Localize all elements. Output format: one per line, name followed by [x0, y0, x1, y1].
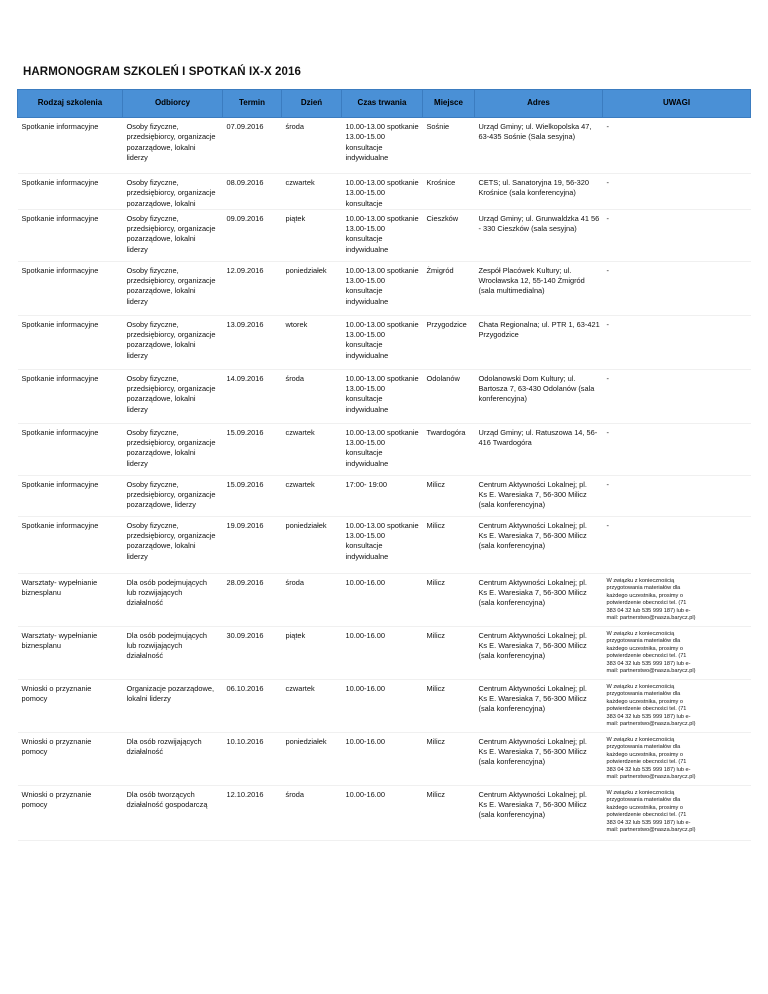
- table-row: [18, 679, 751, 732]
- cell-miejsce: Milicz: [423, 785, 475, 840]
- cell-rodzaj: Spotkanie informacyjne: [18, 209, 123, 261]
- column-header-uwagi: UWAGI: [603, 90, 751, 118]
- cell-miejsce: Twardogóra: [423, 423, 475, 475]
- cell-odbiorcy: Osoby fizyczne, przedsiębiorcy, organizacje pozarządowe, lokalni liderzy: [123, 369, 223, 423]
- cell-dzien: czwartek: [282, 475, 342, 516]
- cell-dzien: czwartek: [282, 679, 342, 732]
- cell-odbiorcy: Organizacje pozarządowe, lokalni liderzy: [123, 679, 223, 732]
- table-row: [18, 261, 751, 315]
- cell-czas: 10.00-13.00 spotkanie 13.00-15.00 konsultacje: [342, 174, 423, 210]
- cell-rodzaj: Spotkanie informacyjne: [18, 369, 123, 423]
- cell-miejsce: Sośnie: [423, 118, 475, 174]
- cell-termin: 09.09.2016: [223, 209, 282, 261]
- cell-odbiorcy: Dla osób tworzących działalność gospodarczą: [123, 785, 223, 840]
- cell-odbiorcy: Osoby fizyczne, przedsiębiorcy, organizacje pozarządowe, lokalni liderzy: [123, 516, 223, 573]
- cell-termin: 07.09.2016: [223, 118, 282, 174]
- column-header-czas: Czas trwania: [342, 90, 423, 118]
- table-row: [18, 209, 751, 261]
- cell-odbiorcy: Osoby fizyczne, przedsiębiorcy, organizacje pozarządowe, liderzy: [123, 475, 223, 516]
- cell-miejsce: Milicz: [423, 475, 475, 516]
- cell-czas: 10.00-13.00 spotkanie 13.00-15.00 konsultacje indywidualne: [342, 516, 423, 573]
- cell-termin: 28.09.2016: [223, 573, 282, 626]
- column-header-dzien: Dzień: [282, 90, 342, 118]
- cell-adres: Centrum Aktywności Lokalnej; pl. Ks E. Waresiaka 7, 56-300 Milicz (sala konferencyjna): [475, 475, 603, 516]
- table-row: [18, 573, 751, 626]
- cell-uwagi: W związku z koniecznością przygotowania materiałów dla każdego uczestnika, prosimy o potwierdzenie obecności tel. (71 383 04 32 lub 535 999 187) lub e- mail: partnerstwo@nasza.barycz.pl): [603, 679, 751, 732]
- cell-miejsce: Krośnice: [423, 174, 475, 210]
- table-row: [18, 516, 751, 573]
- cell-miejsce: Żmigród: [423, 261, 475, 315]
- cell-dzien: środa: [282, 118, 342, 174]
- cell-rodzaj: Spotkanie informacyjne: [18, 475, 123, 516]
- cell-rodzaj: Spotkanie informacyjne: [18, 174, 123, 210]
- cell-termin: 13.09.2016: [223, 315, 282, 369]
- cell-uwagi: W związku z koniecznością przygotowania materiałów dla każdego uczestnika, prosimy o potwierdzenie obecności tel. (71 383 04 32 lub 535 999 187) lub e- mail: partnerstwo@nasza.barycz.pl): [603, 785, 751, 840]
- cell-adres: Centrum Aktywności Lokalnej; pl. Ks E. Waresiaka 7, 56-300 Milicz (sala konferencyjna): [475, 785, 603, 840]
- cell-odbiorcy: Osoby fizyczne, przedsiębiorcy, organizacje pozarządowe, lokalni liderzy: [123, 261, 223, 315]
- cell-rodzaj: Spotkanie informacyjne: [18, 423, 123, 475]
- cell-uwagi: W związku z koniecznością przygotowania materiałów dla każdego uczestnika, prosimy o potwierdzenie obecności tel. (71 383 04 32 lub 535 999 187) lub e- mail: partnerstwo@nasza.barycz.pl): [603, 573, 751, 626]
- cell-rodzaj: Spotkanie informacyjne: [18, 261, 123, 315]
- cell-adres: Centrum Aktywności Lokalnej; pl. Ks E. Waresiaka 7, 56-300 Milicz (sala konferencyjna): [475, 626, 603, 679]
- cell-termin: 12.09.2016: [223, 261, 282, 315]
- cell-adres: Centrum Aktywności Lokalnej; pl. Ks E. Waresiaka 7, 56-300 Milicz (sala konferencyjna): [475, 573, 603, 626]
- cell-odbiorcy: Dla osób podejmujących lub rozwijających działalność: [123, 626, 223, 679]
- cell-adres: Urząd Gminy; ul. Wielkopolska 47, 63-435 Sośnie (Sala sesyjna): [475, 118, 603, 174]
- cell-dzien: środa: [282, 785, 342, 840]
- cell-adres: Zespół Placówek Kultury; ul. Wrocławska 12, 55-140 Żmigród (sala multimedialna): [475, 261, 603, 315]
- cell-uwagi: -: [603, 209, 751, 261]
- cell-rodzaj: Spotkanie informacyjne: [18, 516, 123, 573]
- cell-dzien: czwartek: [282, 174, 342, 210]
- cell-termin: 15.09.2016: [223, 475, 282, 516]
- cell-rodzaj: Wnioski o przyznanie pomocy: [18, 785, 123, 840]
- cell-dzien: środa: [282, 573, 342, 626]
- cell-termin: 15.09.2016: [223, 423, 282, 475]
- cell-termin: 14.09.2016: [223, 369, 282, 423]
- table-row: [18, 174, 751, 210]
- cell-adres: Chata Regionalna; ul. PTR 1, 63-421 Przygodzice: [475, 315, 603, 369]
- document-title: HARMONOGRAM SZKOLEŃ I SPOTKAŃ IX-X 2016: [23, 66, 302, 78]
- cell-dzien: czwartek: [282, 423, 342, 475]
- cell-uwagi: W związku z koniecznością przygotowania materiałów dla każdego uczestnika, prosimy o potwierdzenie obecności tel. (71 383 04 32 lub 535 999 187) lub e- mail: partnerstwo@nasza.barycz.pl): [603, 732, 751, 785]
- cell-miejsce: Milicz: [423, 573, 475, 626]
- cell-adres: Odolanowski Dom Kultury; ul. Bartosza 7, 63-430 Odolanów (sala konferencyjna): [475, 369, 603, 423]
- table-row: [18, 315, 751, 369]
- cell-termin: 19.09.2016: [223, 516, 282, 573]
- schedule-table: [17, 89, 751, 841]
- table-row: [18, 118, 751, 174]
- cell-odbiorcy: Dla osób podejmujących lub rozwijających działalność: [123, 573, 223, 626]
- cell-dzien: wtorek: [282, 315, 342, 369]
- cell-termin: 12.10.2016: [223, 785, 282, 840]
- cell-czas: 10.00-13.00 spotkanie 13.00-15.00 konsultacje indywidualne: [342, 209, 423, 261]
- cell-rodzaj: Spotkanie informacyjne: [18, 118, 123, 174]
- cell-czas: 10.00-13.00 spotkanie 13.00-15.00 konsultacje indywidualne: [342, 369, 423, 423]
- cell-adres: Centrum Aktywności Lokalnej; pl. Ks E. Waresiaka 7, 56-300 Milicz (sala konferencyjna): [475, 732, 603, 785]
- cell-uwagi: -: [603, 423, 751, 475]
- cell-termin: 08.09.2016: [223, 174, 282, 210]
- cell-czas: 10.00-13.00 spotkanie 13.00-15.00 konsultacje indywidualne: [342, 315, 423, 369]
- cell-uwagi: W związku z koniecznością przygotowania materiałów dla każdego uczestnika, prosimy o potwierdzenie obecności tel. (71 383 04 32 lub 535 999 187) lub e- mail: partnerstwo@nasza.barycz.pl): [603, 626, 751, 679]
- table-row: [18, 626, 751, 679]
- cell-czas: 10.00-13.00 spotkanie 13.00-15.00 konsultacje indywidualne: [342, 261, 423, 315]
- table-header-row: [18, 90, 751, 118]
- column-header-adres: Adres: [475, 90, 603, 118]
- cell-adres: Centrum Aktywności Lokalnej; pl. Ks E. Waresiaka 7, 56-300 Milicz (sala konferencyjna): [475, 516, 603, 573]
- table-row: [18, 475, 751, 516]
- cell-dzien: środa: [282, 369, 342, 423]
- cell-miejsce: Milicz: [423, 679, 475, 732]
- cell-dzien: poniedziałek: [282, 516, 342, 573]
- cell-miejsce: Milicz: [423, 626, 475, 679]
- table-row: [18, 732, 751, 785]
- cell-uwagi: -: [603, 516, 751, 573]
- cell-rodzaj: Warsztaty- wypełnianie biznesplanu: [18, 626, 123, 679]
- cell-termin: 30.09.2016: [223, 626, 282, 679]
- cell-czas: 10.00-16.00: [342, 785, 423, 840]
- column-header-odbiorcy: Odbiorcy: [123, 90, 223, 118]
- cell-miejsce: Przygodzice: [423, 315, 475, 369]
- cell-miejsce: Milicz: [423, 732, 475, 785]
- cell-czas: 10.00-16.00: [342, 732, 423, 785]
- cell-dzien: poniedziałek: [282, 261, 342, 315]
- cell-adres: CETS; ul. Sanatoryjna 19, 56-320 Krośnice (sala konferencyjna): [475, 174, 603, 210]
- cell-czas: 10.00-16.00: [342, 573, 423, 626]
- cell-odbiorcy: Dla osób rozwijających działalność: [123, 732, 223, 785]
- cell-odbiorcy: Osoby fizyczne, przedsiębiorcy, organizacje pozarządowe, lokalni liderzy: [123, 315, 223, 369]
- cell-uwagi: -: [603, 261, 751, 315]
- cell-dzien: piątek: [282, 626, 342, 679]
- cell-uwagi: -: [603, 475, 751, 516]
- column-header-termin: Termin: [223, 90, 282, 118]
- cell-rodzaj: Wnioski o przyznanie pomocy: [18, 679, 123, 732]
- cell-rodzaj: Warsztaty- wypełnianie biznesplanu: [18, 573, 123, 626]
- cell-czas: 17:00- 19:00: [342, 475, 423, 516]
- cell-czas: 10.00-16.00: [342, 679, 423, 732]
- cell-termin: 06.10.2016: [223, 679, 282, 732]
- cell-czas: 10.00-13.00 spotkanie 13.00-15.00 konsultacje indywidualne: [342, 423, 423, 475]
- cell-odbiorcy: Osoby fizyczne, przedsiębiorcy, organizacje pozarządowe, lokalni: [123, 174, 223, 210]
- cell-miejsce: Odolanów: [423, 369, 475, 423]
- table-row: [18, 369, 751, 423]
- cell-rodzaj: Wnioski o przyznanie pomocy: [18, 732, 123, 785]
- cell-uwagi: -: [603, 369, 751, 423]
- cell-uwagi: -: [603, 315, 751, 369]
- cell-rodzaj: Spotkanie informacyjne: [18, 315, 123, 369]
- cell-uwagi: -: [603, 174, 751, 210]
- cell-odbiorcy: Osoby fizyczne, przedsiębiorcy, organizacje pozarządowe, lokalni liderzy: [123, 423, 223, 475]
- column-header-miejsce: Miejsce: [423, 90, 475, 118]
- cell-dzien: piątek: [282, 209, 342, 261]
- cell-miejsce: Cieszków: [423, 209, 475, 261]
- table-row: [18, 785, 751, 840]
- cell-termin: 10.10.2016: [223, 732, 282, 785]
- cell-czas: 10.00-13.00 spotkanie 13.00-15.00 konsultacje indywidualne: [342, 118, 423, 174]
- column-header-rodzaj: Rodzaj szkolenia: [18, 90, 123, 118]
- table-row: [18, 423, 751, 475]
- cell-uwagi: -: [603, 118, 751, 174]
- cell-adres: Urząd Gminy; ul. Grunwaldzka 41 56 - 330 Cieszków (sala sesyjna): [475, 209, 603, 261]
- cell-dzien: poniedziałek: [282, 732, 342, 785]
- cell-adres: Centrum Aktywności Lokalnej; pl. Ks E. Waresiaka 7, 56-300 Milicz (sala konferencyjna): [475, 679, 603, 732]
- cell-adres: Urząd Gminy; ul. Ratuszowa 14, 56- 416 Twardogóra: [475, 423, 603, 475]
- cell-miejsce: Milicz: [423, 516, 475, 573]
- cell-odbiorcy: Osoby fizyczne, przedsiębiorcy, organizacje pozarządowe, lokalni liderzy: [123, 209, 223, 261]
- cell-czas: 10.00-16.00: [342, 626, 423, 679]
- cell-odbiorcy: Osoby fizyczne, przedsiębiorcy, organizacje pozarządowe, lokalni liderzy: [123, 118, 223, 174]
